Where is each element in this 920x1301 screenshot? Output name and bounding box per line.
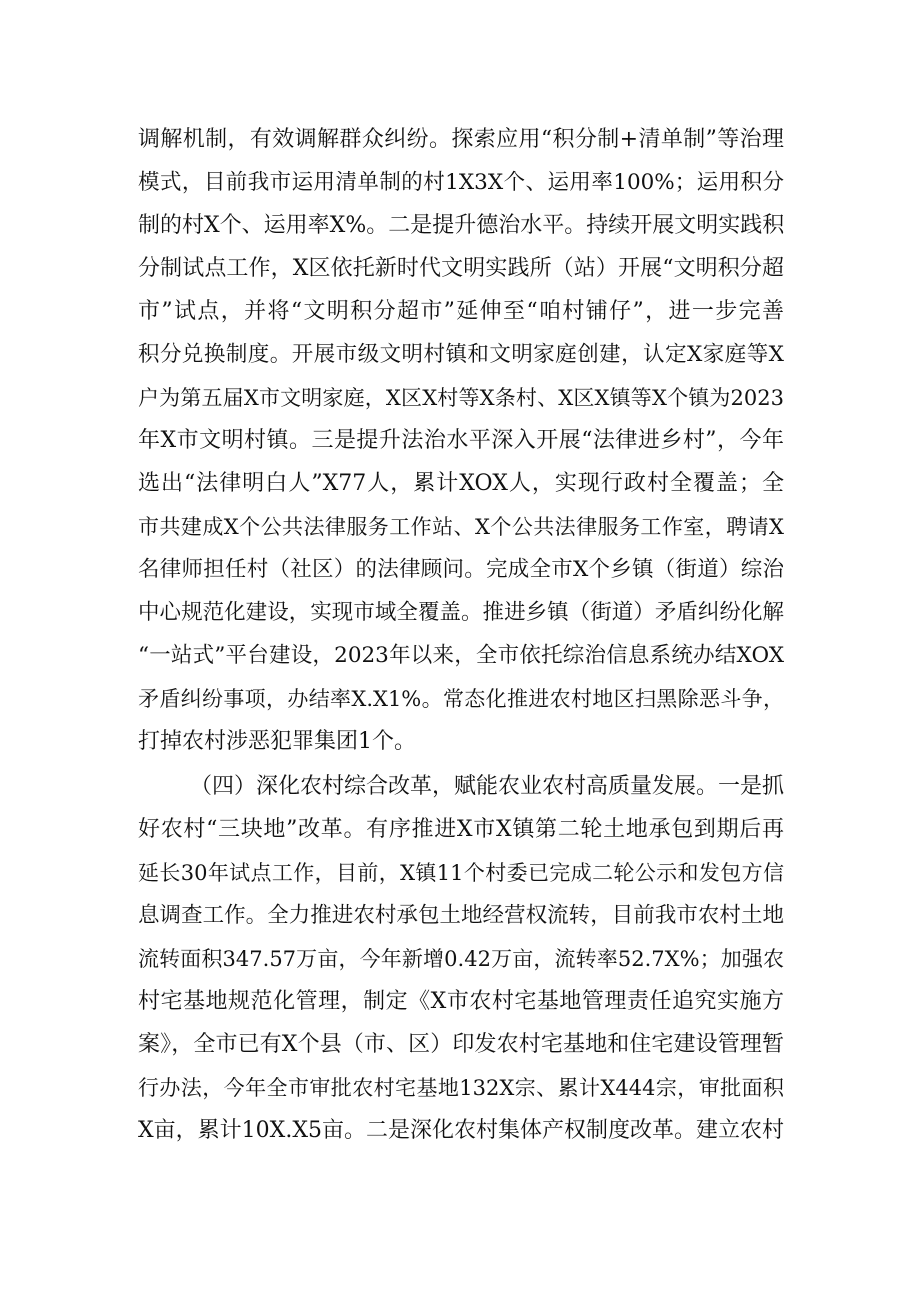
text-line: 年X市文明村镇。三是提升法治水平深入开展“法律进乡村”，今年: [138, 428, 784, 453]
text-line: 息调查工作。全力推进农村承包土地经营权流转，目前我市农村土地: [138, 903, 784, 928]
text-line: “一站式”平台建设，2023年以来，全市依托综治信息系统办结XOX: [138, 643, 784, 668]
section-heading-line: （四）深化农村综合改革，赋能农业农村高质量发展。一是抓: [190, 774, 785, 799]
text-line: 行办法，今年全市审批农村宅基地132X宗、累计X444宗，审批面积: [138, 1076, 784, 1100]
text-line: 好农村“三块地”改革。有序推进X市X镇第二轮土地承包到期后再: [138, 817, 784, 842]
text-line: 市共建成X个公共法律服务工作站、X个公共法律服务工作室，聘请X: [138, 515, 784, 539]
text-line: X亩，累计10X.X5亩。二是深化农村集体产权制度改革。建立农村: [138, 1118, 784, 1143]
text-line: 名律师担任村（社区）的法律顾问。完成全市X个乡镇（街道）综治: [138, 557, 784, 582]
text-line: 流转面积347.57万亩，今年新增0.42万亩，流转率52.7X%；加强农: [138, 947, 784, 971]
text-line: 模式，目前我市运用清单制的村1X3X个、运用率100%；运用积分: [138, 170, 784, 195]
text-line: 打掉农村涉恶犯罪集团1个。: [138, 729, 416, 754]
text-line: 中心规范化建设，实现市域全覆盖。推进乡镇（街道）矛盾纠纷化解: [138, 600, 784, 625]
text-line: 积分兑换制度。开展市级文明村镇和文明家庭创建，认定X家庭等X: [138, 342, 784, 367]
text-line: 调解机制，有效调解群众纠纷。探索应用“积分制+清单制”等治理: [138, 127, 784, 152]
text-line: 选出“法律明白人”X77人，累计XOX人，实现行政村全覆盖；全: [138, 471, 784, 496]
text-line: 延长30年试点工作，目前，X镇11个村委已完成二轮公示和发包方信: [138, 861, 784, 885]
text-line: 户为第五届X市文明家庭，X区X村等X条村、X区X镇等X个镇为2023: [138, 386, 784, 410]
text-line: 制的村X个、运用率X%。二是提升德治水平。持续开展文明实践积: [138, 213, 785, 238]
text-line: 市”试点，并将“文明积分超市”延伸至“咱村铺仔”，进一步完善: [138, 299, 784, 324]
text-line: 案》，全市已有X个县（市、区）印发农村宅基地和住宅建设管理暂: [138, 1032, 784, 1057]
text-line: 村宅基地规范化管理，制定《X市农村宅基地管理责任追究实施方: [138, 989, 784, 1014]
text-line: 矛盾纠纷事项，办结率X.X1%。常态化推进农村地区扫黑除恶斗争，: [138, 687, 784, 711]
text-line: 分制试点工作，X区依托新时代文明实践所（站）开展“文明积分超: [138, 256, 784, 281]
